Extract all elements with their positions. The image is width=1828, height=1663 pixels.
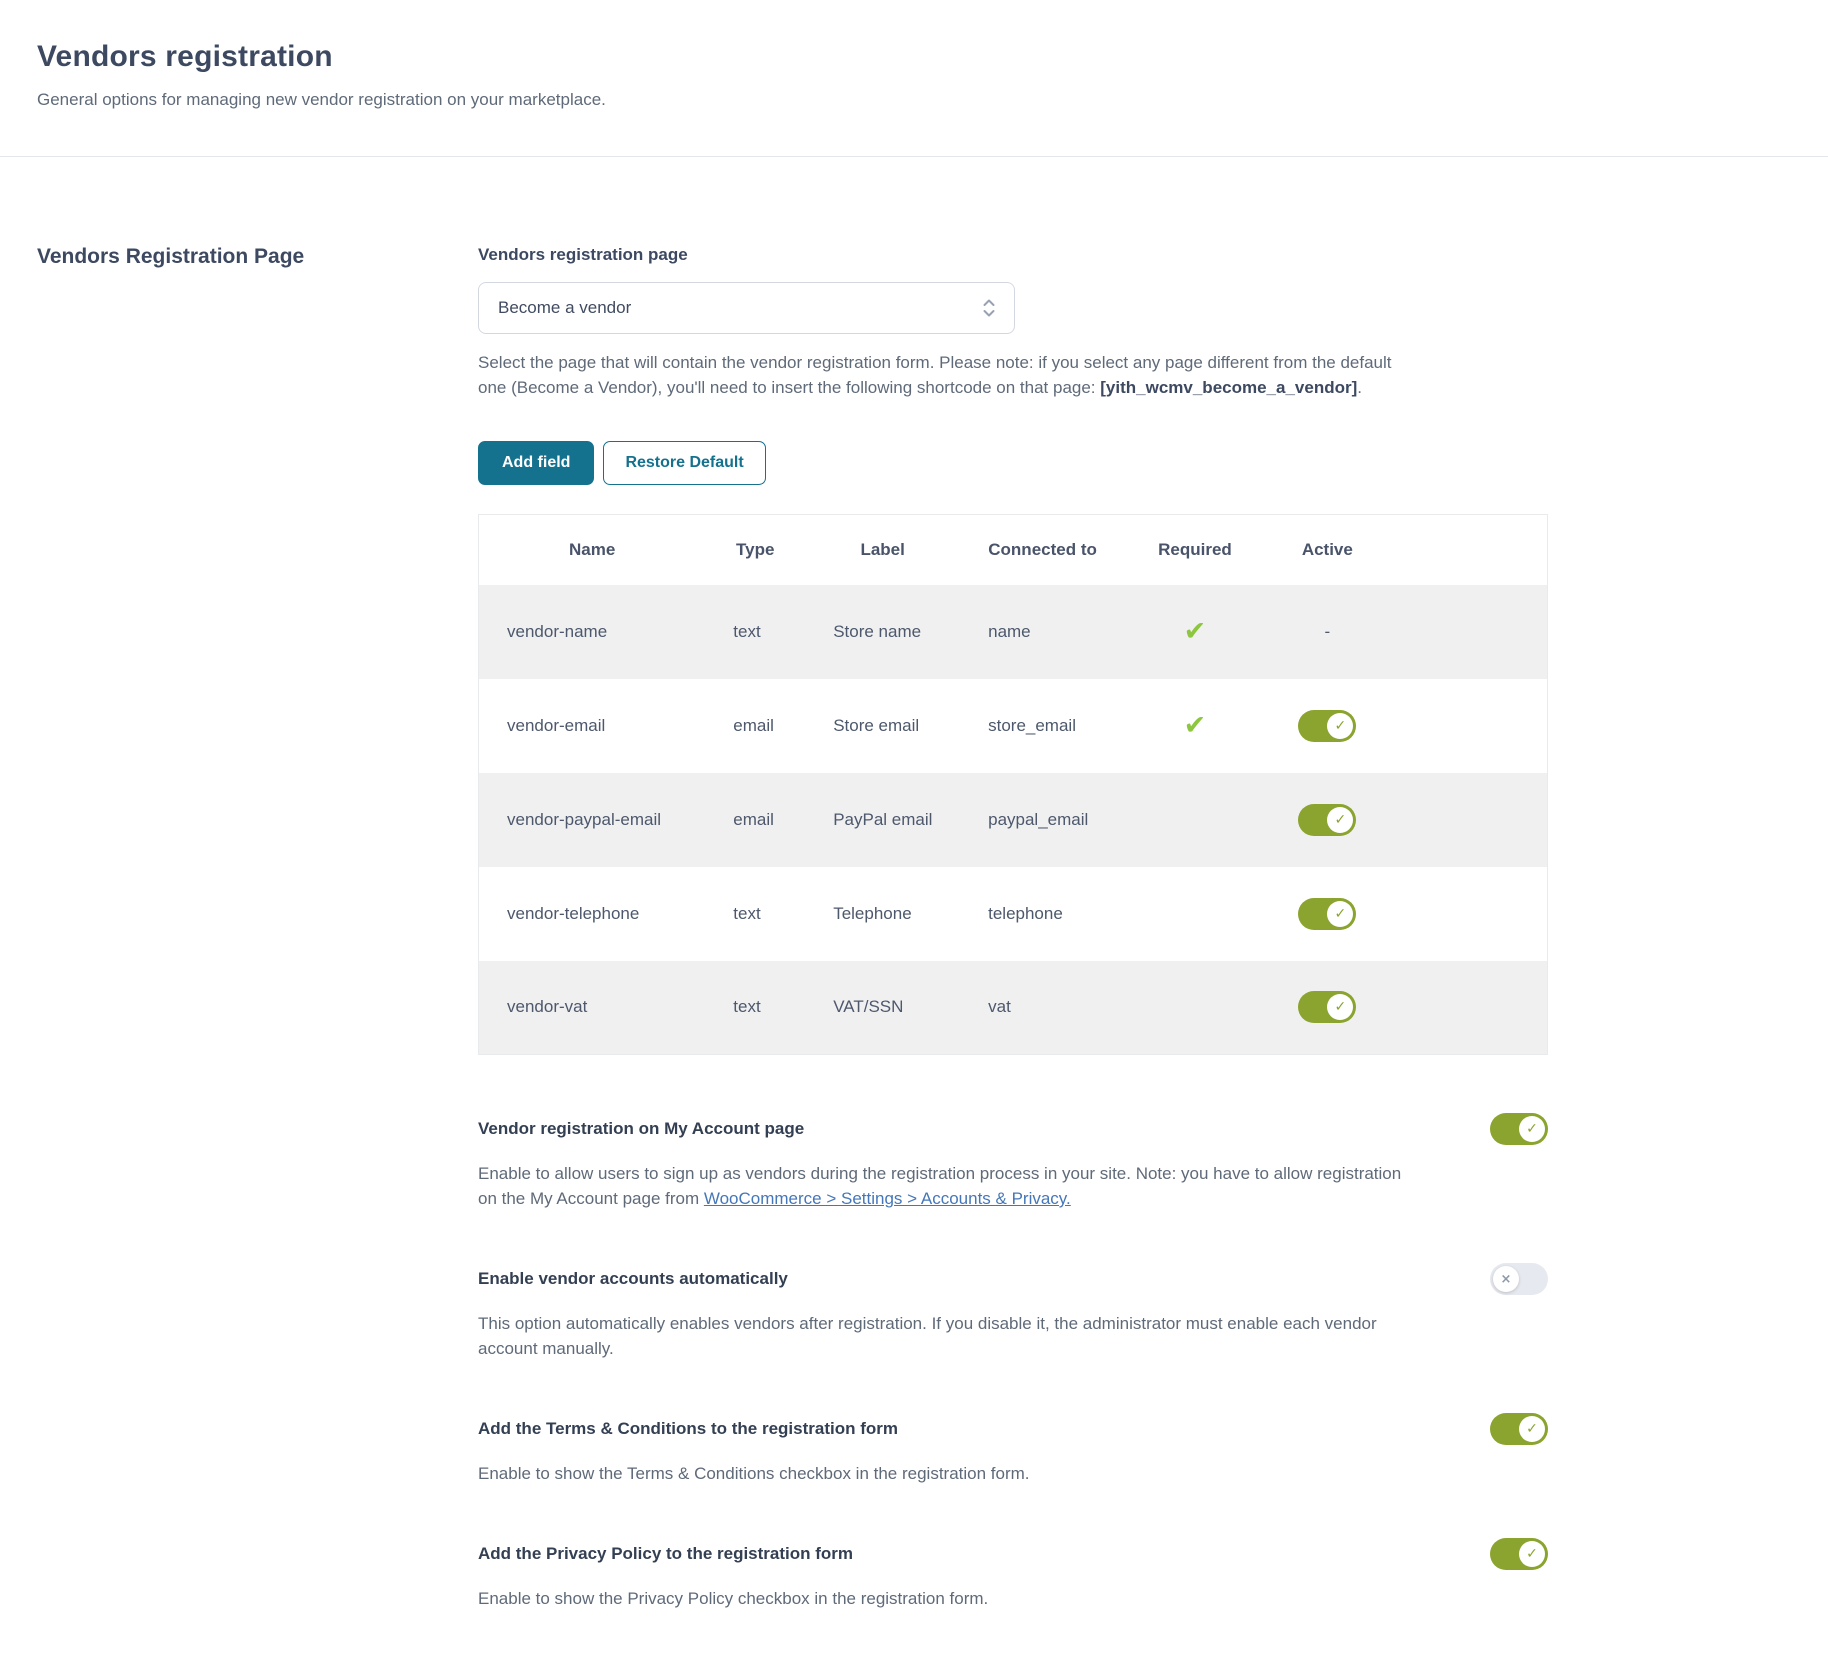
column-header-type: Type <box>705 515 805 585</box>
vendor-registration-my-account-toggle[interactable] <box>1490 1113 1548 1145</box>
column-header-label: Label <box>805 515 960 585</box>
table-toolbar <box>478 441 1548 485</box>
active-toggle[interactable] <box>1298 710 1356 742</box>
field-label-cell: Store name <box>805 585 960 679</box>
active-cell <box>1265 773 1390 867</box>
required-check-icon: ✔ <box>1183 616 1207 647</box>
field-type-cell: email <box>733 715 774 735</box>
page-subtitle: General options for managing new vendor registration on your marketplace. <box>37 90 606 109</box>
table-row <box>479 679 1548 773</box>
field-type-cell: text <box>705 585 805 679</box>
field-name-cell: vendor-email <box>507 715 606 735</box>
active-cell <box>1265 867 1390 961</box>
setting-description: Enable to show the Terms & Conditions checkbox in the registration form. <box>478 1464 1030 1483</box>
field-connected-cell: store_email <box>988 715 1076 735</box>
setting-enable-vendor-accounts <box>478 1263 1548 1361</box>
field-label-cell: VAT/SSN <box>805 961 960 1055</box>
shortcode-text: [yith_wcmv_become_a_vendor] <box>1100 378 1358 397</box>
check-icon: ✓ <box>1327 713 1353 739</box>
table-row <box>479 585 1548 679</box>
section-label-column <box>37 245 478 1663</box>
field-name-cell: vendor-vat <box>479 961 706 1055</box>
settings-list <box>478 1113 1548 1611</box>
field-label-cell: PayPal email <box>805 773 960 867</box>
woocommerce-settings-link[interactable]: WooCommerce > Settings > Accounts & Privacy. <box>703 1189 1071 1208</box>
settings-panel <box>0 157 1828 1663</box>
setting-title: Enable vendor accounts automatically <box>478 1269 788 1288</box>
table-header-row <box>479 515 1548 585</box>
setting-title: Add the Terms & Conditions to the registration form <box>478 1419 898 1438</box>
setting-title: Add the Privacy Policy to the registration form <box>478 1544 854 1563</box>
check-icon: ✓ <box>1327 807 1353 833</box>
field-connected-cell: vat <box>960 961 1125 1055</box>
field-name-cell: vendor-name <box>479 585 706 679</box>
field-name-cell: vendor-telephone <box>507 903 640 923</box>
field-type-cell: email <box>705 773 805 867</box>
setting-description: This option automatically enables vendors after registration. If you disable it, the administrator must enable each vendor account manually. <box>478 1314 1377 1358</box>
check-icon: ✓ <box>1519 1416 1545 1442</box>
x-icon: × <box>1493 1266 1519 1292</box>
column-header-active: Active <box>1265 515 1390 585</box>
required-cell <box>1125 867 1265 961</box>
column-header-name: Name <box>479 515 706 585</box>
field-type-cell: text <box>733 903 761 923</box>
active-toggle[interactable] <box>1298 991 1356 1023</box>
required-cell <box>1125 679 1265 773</box>
required-check-icon: ✔ <box>1183 710 1207 741</box>
active-cell <box>1265 961 1390 1055</box>
required-cell <box>1125 773 1265 867</box>
fields-table <box>478 514 1548 1055</box>
setting-description: Enable to show the Privacy Policy checkbox in the registration form. <box>478 1589 989 1608</box>
setting-terms-conditions <box>478 1413 1548 1486</box>
setting-title: Vendor registration on My Account page <box>478 1119 805 1138</box>
table-row <box>479 961 1548 1055</box>
vendors-registration-page-select[interactable] <box>478 282 1015 334</box>
table-row <box>479 867 1548 961</box>
column-header-required: Required <box>1125 515 1265 585</box>
column-header-connected-to: Connected to <box>960 515 1125 585</box>
field-connected-cell: paypal_email <box>960 773 1125 867</box>
active-cell <box>1265 679 1390 773</box>
enable-vendor-accounts-toggle[interactable] <box>1490 1263 1548 1295</box>
active-toggle[interactable] <box>1298 804 1356 836</box>
field-type-cell: text <box>705 961 805 1055</box>
registration-page-label: Vendors registration page <box>478 245 688 264</box>
required-cell <box>1125 585 1265 679</box>
active-cell: - <box>1265 585 1390 679</box>
field-label-cell: Store email <box>833 715 920 735</box>
field-label-cell: Telephone <box>833 903 912 923</box>
section-heading: Vendors Registration Page <box>37 245 305 268</box>
page-title: Vendors registration <box>37 40 333 73</box>
table-row <box>479 773 1548 867</box>
setting-description: Enable to allow users to sign up as vendors during the registration process in your site. Note: you have to allow registration on the My Account page from WooCommerce > Settings > Accounts & Privacy. <box>478 1164 1402 1208</box>
check-icon: ✓ <box>1519 1116 1545 1142</box>
section-content-column <box>478 245 1548 1663</box>
add-field-button[interactable]: Add field <box>478 441 594 485</box>
field-connected-cell: telephone <box>988 903 1063 923</box>
terms-conditions-toggle[interactable] <box>1490 1413 1548 1445</box>
required-cell <box>1125 961 1265 1055</box>
setting-privacy-policy <box>478 1538 1548 1611</box>
registration-page-description: Select the page that will contain the vendor registration form. Please note: if you select any page different from the default one (Become a Vendor), you'll need to insert the following shortcode on that page: [yith_wcmv_become_a_vendor]. <box>478 353 1392 397</box>
restore-default-button[interactable]: Restore Default <box>603 441 765 485</box>
check-icon: ✓ <box>1519 1541 1545 1567</box>
selected-option-text: Become a vendor <box>498 298 632 317</box>
page-header <box>0 0 1828 157</box>
privacy-policy-toggle[interactable] <box>1490 1538 1548 1570</box>
field-connected-cell: name <box>960 585 1125 679</box>
check-icon: ✓ <box>1327 901 1353 927</box>
setting-vendor-registration-my-account <box>478 1113 1548 1211</box>
active-toggle[interactable] <box>1298 898 1356 930</box>
check-icon: ✓ <box>1327 994 1353 1020</box>
chevron-up-down-icon <box>982 297 996 319</box>
field-name-cell: vendor-paypal-email <box>479 773 706 867</box>
